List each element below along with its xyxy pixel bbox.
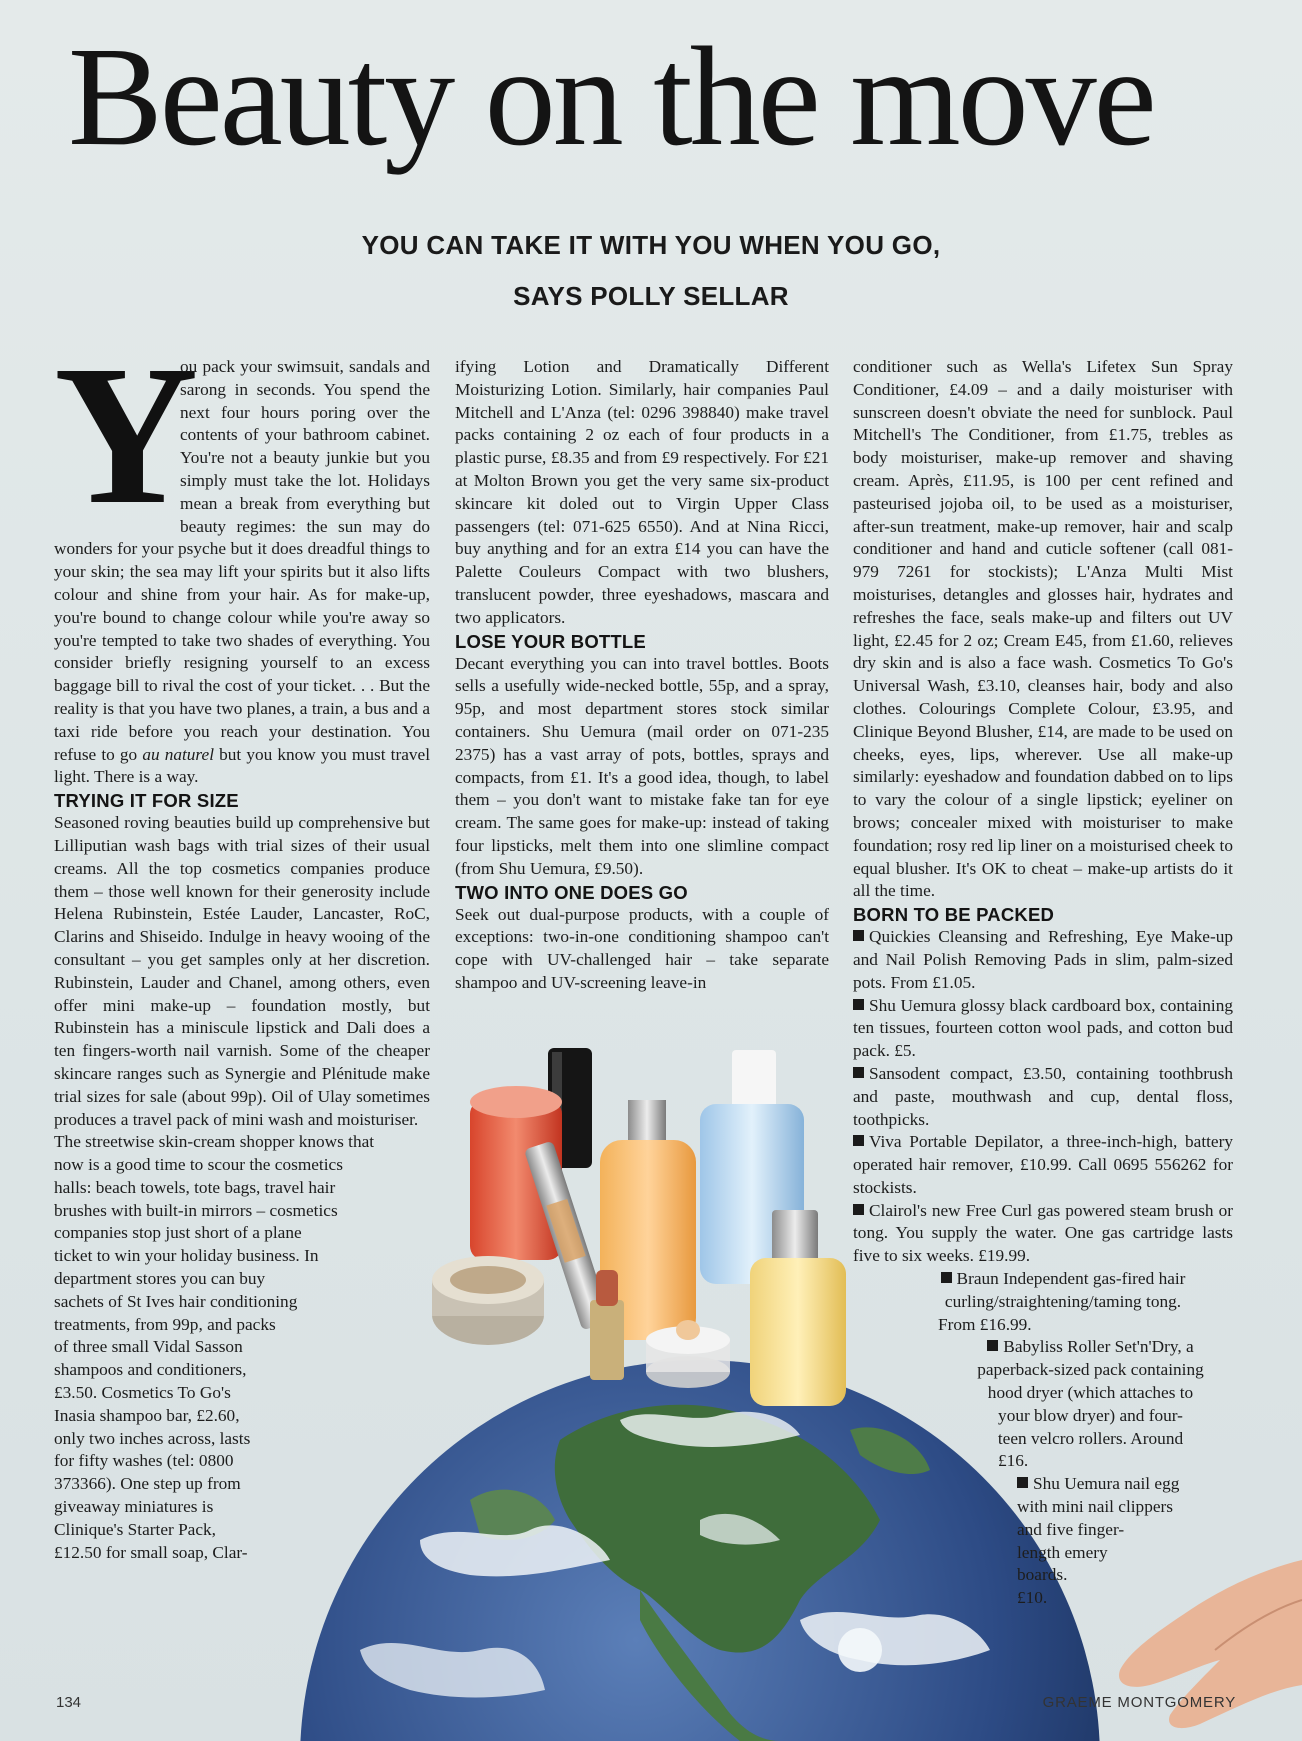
drop-cap: Y <box>54 325 199 546</box>
text-line: shampoos and conditioners, <box>54 1360 247 1380</box>
bullet-item: Clairol's new Free Curl gas powered steam brush or tong. You supply the water. One gas cartridge lasts five to six weeks. £19.99. <box>853 1200 1233 1266</box>
text-line: department stores you can buy <box>54 1269 266 1289</box>
text-line: £12.50 for small soap, Clar- <box>54 1542 248 1562</box>
text-line: sachets of St Ives hair conditioning <box>54 1291 298 1311</box>
bullet-item: Sansodent compact, £3.50, containing toothbrush and paste, mouthwash and cup, dental floss, toothpicks. <box>853 1063 1233 1129</box>
text-line: for fifty washes (tel: 0800 <box>54 1451 234 1471</box>
column-2 <box>455 356 829 995</box>
bullet-item: Shu Uemura glossy black cardboard box, containing ten tissues, fourteen cotton wool pads, and cotton bud pack. £5. <box>853 995 1233 1061</box>
text-line: 373366). One step up from <box>54 1474 241 1494</box>
heading-born-to-be-packed: BORN TO BE PACKED <box>853 904 1055 926</box>
paragraph-conditioner: conditioner such as Wella's Lifetex Sun Spray Conditioner, £4.09 – and a daily moisturiser with sunscreen doesn't obviate the need for sunblock. Paul Mitchell's The Conditioner, from £1.75, trebles as body moisturiser, make-up remover and shaving cream. Après, £11.95, is 100 per cent refined and pasteurised jojoba oil, to be used as a moisturiser, after-sun treatment, make-up remover, hair and scalp conditioner and hand and cuticle softener (call 081-979 7261 for stockists); L'Anza Multi Mist moisturises, detangles and glosses hair, hydrates and refreshes the face, seals make-up and filters out UV light, £2.45 for 2 oz; Cream E45, from £1.60, relieves dry skin and is also a face wash. Cosmetics To Go's Universal Wash, £3.10, cleanses hair, body and also clothes. Colourings Complete Colour, £3.95, and Clinique Beyond Blusher, £14, are made to be used on cheeks, eyes, lips, wherever. Use all make-up similarly: eyeshadow and foundation dabbed on to lips to vary the colour of a single lipstick; eyeliner on brows; concealer mixed with moisturiser to make foundation; rosy red lip liner on a moisturised cheek to equal blusher. It's OK to cheat – make-up artists do it all the time. <box>853 357 1233 901</box>
column-1 <box>54 325 430 1564</box>
text-line: The streetwise skin-cream shopper knows that <box>54 1132 375 1152</box>
heading-lose-your-bottle: LOSE YOUR BOTTLE <box>455 630 646 652</box>
text-line: now is a good time to scour the cosmetics <box>54 1155 343 1175</box>
intro-italic: au naturel <box>142 744 214 764</box>
text-line: companies stop just short of a plane <box>54 1223 302 1243</box>
subtitle-line-2: SAYS POLLY SELLAR <box>513 281 789 311</box>
bullet-item: Braun Independent gas-fired hair curling/straightening/taming tong. From £16.99. <box>938 1269 1186 1334</box>
bullet-item: Babyliss Roller Set'n'Dry, a paperback-sized pack containing hood dryer (which attaches to your blow dryer) and four- teen velcro rollers. Around £16. <box>977 1337 1204 1471</box>
paragraph-travel-packs: ifying Lotion and Dramatically Different Moisturizing Lotion. Similarly, hair companies Paul Mitchell and L'Anza (tel: 0296 398840) make travel packs containing 2 oz each of four products in a plastic purse, £8.35 and from £9 respectively. For £21 at Molton Brown you get the very same six-product skincare kit doled out to Virgin Upper Class passengers (tel: 071-625 6550). And at Nina Ricci, buy anything and for an extra £14 you can have the Palette Couleurs Compact with two blushers, translucent powder, three eyeshadows, mascara and two applicators. <box>455 357 829 627</box>
text-line: giveaway miniatures is <box>54 1497 214 1517</box>
intro-text-b: but you know you must travel light. There is a way. <box>54 744 430 787</box>
bullet-square-icon <box>853 1067 864 1078</box>
paragraph-trial-sizes: Seasoned roving beauties build up comprehensive but Lilliputian wash bags with trial sizes of their usual creams. All the top cosmetics companies produce them – those well known for their generosity include Helena Rubinstein, Estée Lauder, Lancaster, RoC, Clarins and Shiseido. Indulge in heavy wooing of the consultant – you get samples only at her discretion. Rubinstein, Lauder and Chanel, among others, even offer mini make-up – foundation mostly, but Rubinstein has a miniscule lipstick and Dali does a ten fingers-worth nail varnish. Some of the cheaper skincare ranges such as Synergie and Plénitude make trial sizes for sale (about 99p). Oil of Ulay sometimes produces a travel pack of mini wash and moisturiser. <box>54 813 430 1129</box>
bullet-item: Shu Uemura nail egg with mini nail clippers and five finger- length emery boards. £10. <box>1017 1474 1180 1608</box>
photo-credit: GRAEME MONTGOMERY <box>1042 1694 1236 1711</box>
subtitle-line-1: YOU CAN TAKE IT WITH YOU WHEN YOU GO, <box>361 230 941 260</box>
text-line: ticket to win your holiday business. In <box>54 1246 319 1266</box>
bullet-square-icon <box>853 999 864 1010</box>
paragraph-decant: Decant everything you can into travel bottles. Boots sells a usefully wide-necked bottle, 55p, and a spray, 95p, and most department stores stock similar containers. Shu Uemura (mail order on 071-235 2375) has a vast array of pots, bottles, sprays and compacts, from £1. It's a good idea, though, to label them – you don't want to mistake fake tan for eye cream. The same goes for make-up: instead of taking four lipsticks, melt them into one slimline compact (from Shu Uemura, £9.50). <box>455 653 829 878</box>
paragraph-dual-purpose: Seek out dual-purpose products, with a couple of exceptions: two-in-one conditioning shampoo can't cope with UV-challenged hair – take separate shampoo and UV-screening leave-in <box>455 904 829 992</box>
text-line: of three small Vidal Sasson <box>54 1337 243 1357</box>
gold-lipstick <box>590 1300 624 1380</box>
yellow-bottle <box>750 1258 846 1406</box>
heading-trying-it-for-size: TRYING IT FOR SIZE <box>54 790 239 812</box>
bullet-square-icon <box>987 1340 998 1351</box>
page-number: 134 <box>56 1694 82 1711</box>
bullet-square-icon <box>853 930 864 941</box>
intro-text-a: ou pack your swimsuit, sandals and sarong in seconds. You spend the next four hours poring over the contents of your bathroom cabinet. You're not a beauty junkie but you simply must take the lot. Holidays mean a break from everything but beauty regimes: the sun may do wonders for your psyche but it does dreadful things to your skin; the sea may lift your spirits but it also lifts colour and shine from your hair. As for make-up, you're bound to change colour while you're away so you're tempted to take two shades of everything. You consider briefly resigning yourself to an excess baggage bill to rival the cost of your ticket. . . But the reality is that you have two planes, a train, a bus and a taxi ride before you reach your destination. You refuse to go <box>54 357 430 764</box>
heading-two-into-one: TWO INTO ONE DOES GO <box>455 881 688 903</box>
bullet-square-icon <box>1017 1477 1028 1488</box>
text-line: halls: beach towels, tote bags, travel hair <box>54 1177 336 1197</box>
paragraph-streetwise <box>54 1131 430 1564</box>
bullet-square-icon <box>853 1204 864 1215</box>
text-line: treatments, from 99p, and packs <box>54 1314 276 1334</box>
bullet-square-icon <box>941 1272 952 1283</box>
text-line: Inasia shampoo bar, £2.60, <box>54 1405 240 1425</box>
bullet-item: Viva Portable Depilator, a three-inch-high, battery operated hair remover, £10.99. Call 0695 556262 for stockists. <box>853 1132 1233 1197</box>
text-line: Clinique's Starter Pack, <box>54 1519 216 1539</box>
bullet-item: Quickies Cleansing and Refreshing, Eye Make-up and Nail Polish Removing Pads in slim, palm-sized pots. From £1.05. <box>853 927 1233 992</box>
text-line: brushes with built-in mirrors – cosmetics <box>54 1200 338 1220</box>
intro-paragraph <box>54 325 430 789</box>
page-title: Beauty on the move <box>68 17 1154 175</box>
bullet-square-icon <box>853 1135 864 1146</box>
text-line: only two inches across, lasts <box>54 1428 251 1448</box>
column-3 <box>853 356 1233 1610</box>
text-line: £3.50. Cosmetics To Go's <box>54 1383 231 1403</box>
